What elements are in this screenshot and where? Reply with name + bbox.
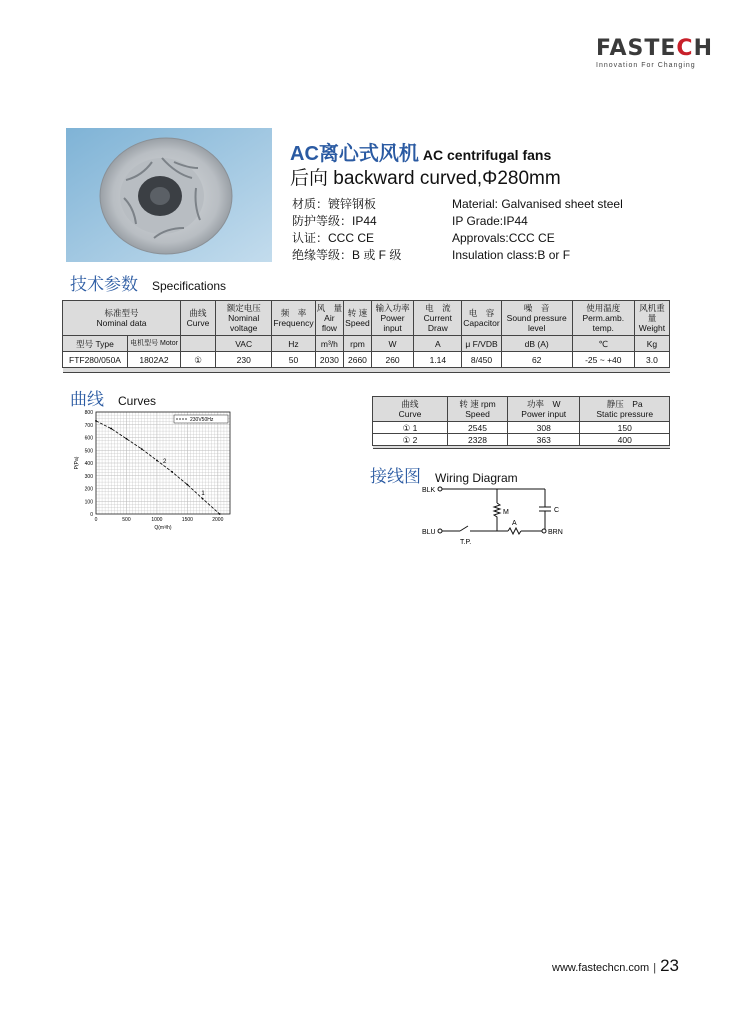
header-en: Perm.amb. temp. <box>582 313 625 333</box>
page-footer <box>552 956 679 976</box>
table-row <box>63 352 670 368</box>
y-tick-label: 200 <box>84 486 93 493</box>
y-tick-label: 0 <box>90 512 93 518</box>
spec-en-line: Approvals:CCC CE <box>452 231 555 245</box>
value-cell: ① 1 <box>373 422 448 434</box>
unit-cell: Hz <box>272 336 315 352</box>
logo-tagline: Innovation For Changing <box>596 62 696 69</box>
specs-cn <box>292 196 401 264</box>
header-cn: 曲线 <box>401 399 419 409</box>
header-cell <box>344 301 372 336</box>
value-cell: 400 <box>580 434 670 446</box>
data-point <box>202 498 204 500</box>
wiring-svg <box>420 478 580 548</box>
section-title-en: Specifications <box>152 279 227 293</box>
header-cell <box>414 301 462 336</box>
value-cell: 363 <box>508 434 580 446</box>
header-en: Nominal voltage <box>228 313 260 333</box>
spec-en-line: Insulation class:B or F <box>452 248 571 262</box>
header-cell <box>501 301 572 336</box>
title-en: AC centrifugal fans <box>422 147 552 163</box>
value-cell: 2328 <box>448 434 508 446</box>
section-title-cn: 技术参数 <box>70 275 138 294</box>
header-en: Frequency <box>273 318 314 328</box>
brand-logo <box>596 38 716 69</box>
product-subtitle: 后向 backward curved,Φ280mm <box>290 168 561 189</box>
label-brn: BRN <box>548 529 563 536</box>
label-blu: BLU <box>422 529 436 536</box>
header-cell <box>181 301 216 336</box>
footer-separator: | <box>653 962 657 974</box>
y-tick-label: 500 <box>84 448 93 455</box>
unit-cell: m³/h <box>315 336 344 352</box>
header-cn: 风机重量 <box>639 303 665 323</box>
label-m: M <box>503 509 509 516</box>
y-tick-label: 100 <box>84 499 93 506</box>
unit-cell: 型号 Type <box>63 336 128 352</box>
header-en: Power input <box>380 313 405 333</box>
data-point <box>95 420 97 422</box>
section-title-cn: 接线图 <box>370 467 421 486</box>
y-tick-label: 600 <box>84 435 93 442</box>
header-cn: 电 流 <box>425 303 451 313</box>
label-tp: T.P. <box>460 539 472 546</box>
data-point <box>126 438 128 440</box>
header-cell <box>315 301 344 336</box>
value-cell: 1802A2 <box>128 352 181 368</box>
header-cell <box>216 301 272 336</box>
header-cn: 标准型号 <box>104 308 139 318</box>
value-cell: 150 <box>580 422 670 434</box>
value-cell: 260 <box>371 352 414 368</box>
curve-annotation: 1 <box>201 490 205 497</box>
data-point <box>219 513 221 515</box>
header-cell <box>63 301 181 336</box>
header-cn: 曲线 <box>189 308 207 318</box>
unit-cell: 电机型号 Motor <box>128 336 181 352</box>
spec-table <box>62 300 670 373</box>
value-cell: 2030 <box>315 352 344 368</box>
table-row <box>373 422 670 434</box>
unit-cell: μ F/VDB <box>462 336 501 352</box>
value-cell: 62 <box>501 352 572 368</box>
header-en: Capacitor <box>463 318 500 328</box>
label-blk: BLK <box>422 487 436 494</box>
header-cell <box>580 397 670 422</box>
unit-cell: A <box>414 336 462 352</box>
data-point <box>110 428 112 430</box>
terminal-blk <box>438 487 442 491</box>
wiring-diagram <box>420 478 580 548</box>
table-units-row <box>63 336 670 352</box>
header-cell <box>371 301 414 336</box>
section-title-en: Curves <box>118 394 157 408</box>
section-title-en: Wiring Diagram <box>435 471 518 485</box>
header-en: Static pressure <box>596 409 654 419</box>
table-footer-bar <box>63 368 670 373</box>
label-c: C <box>554 507 560 514</box>
y-axis-label: P(Pa) <box>74 456 80 470</box>
x-tick-label: 500 <box>122 517 131 523</box>
logo-text-c: C <box>676 36 694 61</box>
y-tick-label: 800 <box>84 410 93 416</box>
unit-cell: VAC <box>216 336 272 352</box>
header-cn: 输入功率 <box>375 303 410 313</box>
header-en: Sound pressure level <box>506 313 567 333</box>
table-header-row <box>63 301 670 336</box>
terminal-blu <box>438 529 442 533</box>
header-cn: 静压 Pa <box>606 399 643 409</box>
value-cell: 308 <box>508 422 580 434</box>
x-axis-label: Q(m³/h) <box>154 525 172 531</box>
value-cell: 3.0 <box>634 352 669 368</box>
header-cn: 使用温度 <box>586 303 621 313</box>
y-tick-label: 700 <box>84 422 93 429</box>
header-cn: 噪 音 <box>523 303 550 313</box>
x-tick-label: 0 <box>94 517 98 523</box>
value-cell: 2545 <box>448 422 508 434</box>
value-cell: 8/450 <box>462 352 501 368</box>
value-cell: ① <box>181 352 216 368</box>
unit-cell: W <box>371 336 414 352</box>
curve-annotation: 2 <box>163 459 167 465</box>
header-cell <box>634 301 669 336</box>
x-tick-label: 2000 <box>212 517 224 523</box>
y-tick-label: 400 <box>84 461 93 467</box>
header-cn: 转 速 <box>347 308 368 318</box>
x-tick-label: 1500 <box>181 517 193 523</box>
header-en: Nominal data <box>96 318 147 328</box>
value-cell: 50 <box>272 352 315 368</box>
header-cell <box>448 397 508 422</box>
section-title-cn: 曲线 <box>70 390 104 409</box>
header-en: Air flow <box>321 313 337 333</box>
header-cn: 额定电压 <box>226 303 261 313</box>
unit-cell: dB (A) <box>501 336 572 352</box>
spec-cn-line: 防护等级：IP44 <box>292 214 377 228</box>
value-cell: 230 <box>216 352 272 368</box>
value-cell: FTF280/050A <box>63 352 128 368</box>
spec-cn-line: 认证：CCC CE <box>292 231 375 245</box>
header-cn: 功率 W <box>526 399 561 409</box>
unit-cell: rpm <box>344 336 372 352</box>
unit-cell <box>181 336 216 352</box>
data-point <box>186 484 188 486</box>
table-header-row <box>373 397 670 422</box>
performance-curve-chart <box>68 404 244 536</box>
spec-cn-line: 绝缘等级：B 或 F 级 <box>292 248 402 262</box>
value-cell: 2660 <box>344 352 372 368</box>
product-photo <box>66 128 272 262</box>
specs-en <box>452 196 623 264</box>
header-cell <box>462 301 501 336</box>
header-en: Speed <box>465 409 490 419</box>
legend-label: 230V50Hz <box>190 417 214 423</box>
y-tick-label: 300 <box>84 473 93 480</box>
data-point <box>156 460 158 462</box>
data-point <box>141 448 143 450</box>
header-cell <box>508 397 580 422</box>
header-cell <box>572 301 634 336</box>
section-specifications <box>70 270 226 295</box>
header-cell <box>272 301 315 336</box>
header-en: Curve <box>186 318 210 328</box>
curve-table <box>372 396 670 449</box>
logo-text-a: FASTE <box>596 36 677 61</box>
spec-cn-line: 材质：镀锌钢板 <box>292 197 377 211</box>
spec-en-line: IP Grade:IP44 <box>452 214 528 228</box>
table-row <box>373 434 670 446</box>
header-cell <box>373 397 448 422</box>
title-cn: AC离心式风机 <box>290 143 419 165</box>
footer-url: www.fastechcn.com <box>552 962 650 974</box>
unit-cell: Kg <box>634 336 669 352</box>
product-title <box>290 137 551 166</box>
page-number: 23 <box>660 956 679 975</box>
chart-svg <box>68 404 244 536</box>
x-tick-label: 1000 <box>151 517 163 523</box>
spec-en-line: Material: Galvanised sheet steel <box>452 197 623 211</box>
logo-text-h: H <box>693 36 713 61</box>
terminal-brn <box>542 529 546 533</box>
header-cn: 风 量 <box>316 303 343 313</box>
header-en: Weight <box>638 323 666 333</box>
label-a: A <box>512 520 517 527</box>
series-line <box>96 421 220 514</box>
data-point <box>171 471 173 473</box>
header-cn: 频 率 <box>280 308 307 318</box>
value-cell: ① 2 <box>373 434 448 446</box>
value-cell: -25 ~ +40 <box>572 352 634 368</box>
header-en: Current Draw <box>423 313 452 333</box>
table-footer-bar <box>373 446 670 449</box>
unit-cell: ℃ <box>572 336 634 352</box>
header-en: Curve <box>398 409 422 419</box>
value-cell: 1.14 <box>414 352 462 368</box>
header-cn: 电 容 <box>468 308 495 318</box>
header-en: Power input <box>521 409 567 419</box>
header-en: Speed <box>345 318 370 328</box>
header-cn: 转 速 rpm <box>459 399 496 409</box>
